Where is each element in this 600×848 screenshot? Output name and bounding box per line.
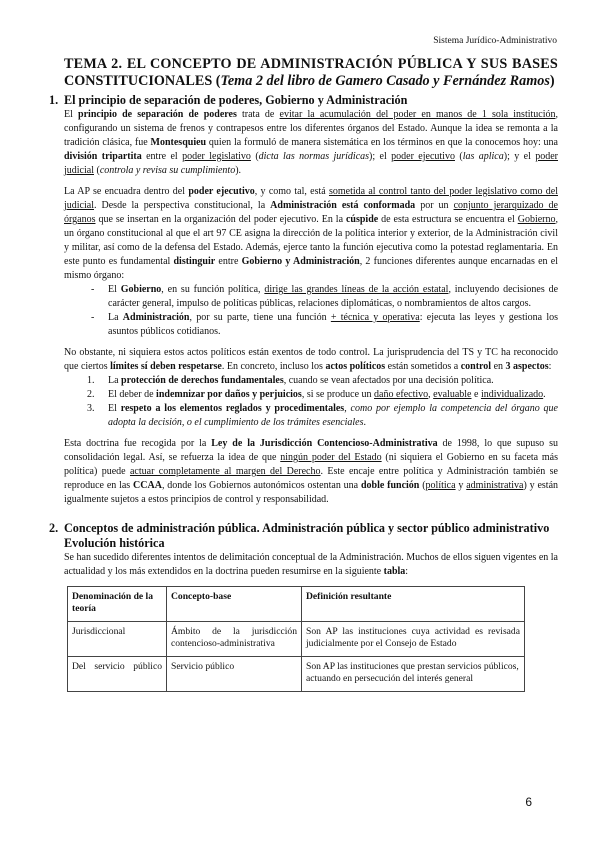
list-item: - La Administración, por su parte, tiene una función + técnica y operativa: ejecuta las leyes y gestiona los asuntos públicos cotidianos. [108, 311, 558, 339]
section-2-heading: 2. Conceptos de administración pública. Administración pública y sector público administrativo [49, 521, 550, 535]
table-cell: Del servicio público [68, 657, 167, 692]
list-item: 2. El deber de indemnizar por daños y perjuicios, si se produce un daño efectivo, evaluable e individualizado. [87, 389, 546, 400]
column-header: Definición resultante [302, 587, 525, 622]
table-header-row [68, 587, 525, 622]
table-row [68, 622, 525, 657]
section-1-paragraph-4: Esta doctrina fue recogida por la Ley de la Jurisdicción Contencioso-Administrativa de 1998, lo que supuso su consolidación legal. Así, se refuerza la idea de que ningún poder del Estado (ni siquiera el Gobierno en su faceta más política) puede actuar completamente al margen del Derecho. Este encaje entre política y Administración también se reproduce en las CCAA, donde los Gobiernos autonómicos ostentan una doble función (política y administrativa) y están igualmente sujetos a estos principios de control y responsabilidad. [64, 438, 559, 505]
section-2-subheading: Evolución histórica [64, 536, 165, 550]
section-1-paragraph-3: No obstante, ni siquiera estos actos políticos están exentos de todo control. La jurisprudencia del TS y TC ha reconocido que ciertos límites sí deben respetarse. En concreto, incluso los actos políticos están sometidos a control en 3 aspectos: [64, 347, 558, 372]
government-administration-list [64, 283, 558, 339]
page-number: 6 [525, 795, 532, 809]
page-title: TEMA 2. EL CONCEPTO DE ADMINISTRACIÓN PÚBLICA Y SUS BASES [64, 56, 558, 72]
section-1-paragraph-2: La AP se encuadra dentro del poder ejecutivo, y como tal, está sometida al control tanto del poder legislativo como del judicial. Desde la perspectiva constitucional, la Administración está conformada por un conjunto jerarquizado de órganos que se insertan en la organización del poder ejecutivo. En la cúspide de esta estructura se encuentra el Gobierno, un órgano constitucional al que el art 97 CE asigna la dirección de la política interior y exterior, de la Administración civil y militar, así como de la defensa del Estado. Además, ejerce tanto la función ejecutiva como la potestad reglamentaria. En este punto es fundamental distinguir entre Gobierno y Administración, 2 funciones diferentes aunque encarnadas en el mismo órgano: [64, 186, 558, 281]
list-item: - El Gobierno, en su función política, dirige las grandes líneas de la acción estatal, incluyendo decisiones de carácter general, impulso de políticas públicas, relaciones diplomáticas, o nombramientos de altos cargos. [108, 283, 558, 311]
section-1-heading: 1. El principio de separación de poderes, Gobierno y Administración [49, 93, 408, 107]
running-header: Sistema Jurídico-Administrativo [433, 36, 557, 46]
table-cell: Servicio público [167, 657, 302, 692]
list-item: 3. El respeto a los elementos reglados y procedimentales, como por ejemplo la competencia del órgano que adopta la decisión, o el cumplimiento de los trámites esenciales. [87, 403, 558, 428]
section-1-paragraph-1: El principio de separación de poderes trata de evitar la acumulación del poder en manos de 1 sola institución, configurando un sistema de frenos y contrapesos entre los diferentes órganos del Estado. Aunque la idea se remonta a la tradición clásica, fue Montesquieu quien la formuló de manera sistemática en los términos en que la conocemos hoy: una división tripartita entre el poder legislativo (dicta las normas jurídicas); el poder ejecutivo (las aplica); y el poder judicial (controla y revisa su cumplimiento). [64, 109, 559, 176]
column-header: Denominación de la teoría [68, 587, 167, 622]
table-cell: Son AP las instituciones cuya actividad es revisada judicialmente por el Consejo de Estado [302, 622, 525, 657]
table-cell: Son AP las instituciones que prestan servicios públicos, actuando en persecución del interés general [302, 657, 525, 692]
table-row [68, 657, 525, 692]
section-2-intro: Se han sucedido diferentes intentos de delimitación conceptual de la Administración. Muchos de ellos siguen vigentes en la actualidad y los más extendidos en la doctrina pueden resumirse en la siguiente tabla: [64, 552, 558, 577]
table-cell: Jurisdiccional [68, 622, 167, 657]
list-item: 1. La protección de derechos fundamentales, cuando se vean afectados por una decisión política. [87, 375, 494, 386]
control-aspects-list [64, 374, 558, 430]
table-cell: Ámbito de la jurisdicción contencioso-administrativa [167, 622, 302, 657]
administration-theories-table [67, 586, 525, 692]
document-body [49, 56, 559, 692]
column-header: Concepto-base [167, 587, 302, 622]
page-title-line2: CONSTITUCIONALES (Tema 2 del libro de Gamero Casado y Fernández Ramos) [64, 73, 555, 89]
